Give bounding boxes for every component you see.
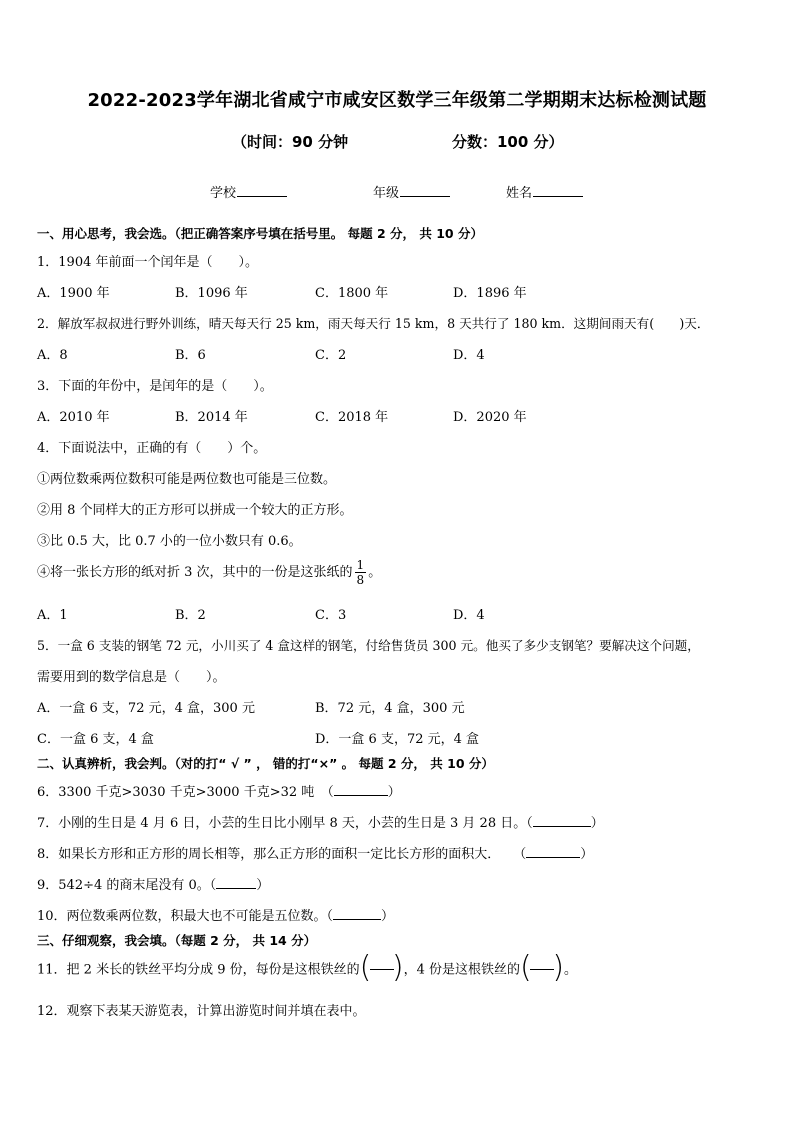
q11-text xyxy=(37,950,578,987)
grade-blank[interactable] xyxy=(400,184,450,197)
q4-statement-4 xyxy=(37,558,381,587)
q5-option-b[interactable]: B．72 元，4 盒，300 元 xyxy=(315,701,465,716)
q10-answer-blank[interactable] xyxy=(333,907,381,920)
right-paren-icon: ) xyxy=(552,950,565,985)
left-paren-icon: ( xyxy=(359,950,372,985)
q4-statement-4-end: 。 xyxy=(368,565,382,580)
q6-statement: 6．3300 千克>3030 千克>3000 千克>32 吨 （ xyxy=(37,785,334,800)
fraction-numerator: 1 xyxy=(356,558,365,572)
q7-answer-blank[interactable] xyxy=(533,814,591,827)
q3-text: 3．下面的年份中，是闰年的是（ ）。 xyxy=(37,379,273,394)
section2-heading: 二、认真辨析，我会判。（对的打“ √ ” ， 错的打“×” 。 每题 2 分， 共 10 分） xyxy=(37,756,494,771)
q12-text: 12．观察下表某天游览表，计算出游览时间并填在表中。 xyxy=(37,1004,366,1019)
fraction-denominator: 8 xyxy=(356,573,365,587)
q3-option-b[interactable]: B．2014 年 xyxy=(175,410,248,425)
score-info: 分数：100 分） xyxy=(452,133,564,151)
fraction-bar xyxy=(530,969,554,970)
q9-text xyxy=(37,874,269,893)
q3-option-c[interactable]: C．2018 年 xyxy=(315,410,389,425)
school-label: 学校 xyxy=(210,186,237,201)
time-info: （时间：90 分钟 xyxy=(232,133,349,151)
q5-option-c[interactable]: C．一盒 6 支，4 盒 xyxy=(37,732,154,747)
q2-option-b[interactable]: B．6 xyxy=(175,348,206,363)
q8-text xyxy=(37,843,593,862)
q6-text xyxy=(37,781,401,800)
q1-option-b[interactable]: B．1096 年 xyxy=(175,286,248,301)
q7-close-paren: ） xyxy=(590,816,604,831)
q1-option-d[interactable]: D．1896 年 xyxy=(453,286,527,301)
q7-text xyxy=(37,812,604,831)
q4-statement-2: ②用 8 个同样大的正方形可以拼成一个较大的正方形。 xyxy=(37,503,353,518)
q1-text: 1．1904 年前面一个闰年是（ ）。 xyxy=(37,255,258,270)
q10-close-paren: ） xyxy=(381,909,395,924)
q4-option-d[interactable]: D．4 xyxy=(453,608,485,623)
right-paren-icon: ) xyxy=(391,950,404,985)
q1-option-c[interactable]: C．1800 年 xyxy=(315,286,389,301)
q8-statement: 8．如果长方形和正方形的周长相等，那么正方形的面积一定比长方形的面积大． （ xyxy=(37,847,527,862)
q11-fraction-blank-1[interactable] xyxy=(359,950,404,987)
q8-close-paren: ） xyxy=(580,847,594,862)
name-label: 姓名 xyxy=(506,186,533,201)
q5-option-a[interactable]: A．一盒 6 支，72 元，4 盒，300 元 xyxy=(37,701,255,716)
q4-option-c[interactable]: C．3 xyxy=(315,608,347,623)
q3-option-d[interactable]: D．2020 年 xyxy=(453,410,527,425)
q8-answer-blank[interactable] xyxy=(526,845,580,858)
q1-option-a[interactable]: A．1900 年 xyxy=(37,286,110,301)
q11-part1: 11．把 2 米长的铁丝平均分成 9 份，每份是这根铁丝的 xyxy=(37,962,360,978)
q6-close-paren: ） xyxy=(387,785,401,800)
q5-option-d[interactable]: D．一盒 6 支，72 元，4 盒 xyxy=(315,732,480,747)
school-field xyxy=(210,182,287,201)
q4-option-b[interactable]: B．2 xyxy=(175,608,206,623)
name-field xyxy=(506,182,583,201)
q4-option-a[interactable]: A．1 xyxy=(37,608,68,623)
q4-statement-3: ③比 0.5 大，比 0.7 小的一位小数只有 0.6。 xyxy=(37,534,302,549)
q2-option-c[interactable]: C．2 xyxy=(315,348,347,363)
q11-part3: 。 xyxy=(564,962,578,978)
q9-close-paren: ） xyxy=(256,878,270,893)
grade-label: 年级 xyxy=(373,186,400,201)
q5-text-line1: 5．一盒 6 支装的钢笔 72 元，小川买了 4 盒这样的钢笔，付给售货员 300 元。他买了多少支钢笔？要解决这个问题， xyxy=(37,638,700,653)
section3-heading: 三、仔细观察，我会填。（每题 2 分， 共 14 分） xyxy=(37,933,317,948)
q10-text xyxy=(37,905,394,924)
school-blank[interactable] xyxy=(237,184,287,197)
q4-statement-1: ①两位数乘两位数积可能是两位数也可能是三位数。 xyxy=(37,472,337,487)
q3-option-a[interactable]: A．2010 年 xyxy=(37,410,110,425)
q2-option-a[interactable]: A．8 xyxy=(37,348,68,363)
name-blank[interactable] xyxy=(533,184,583,197)
q9-answer-blank[interactable] xyxy=(216,876,256,889)
left-paren-icon: ( xyxy=(520,950,532,985)
q5-text-line2: 需要用到的数学信息是（ ）。 xyxy=(37,670,226,685)
q9-statement: 9．542÷4 的商末尾没有 0。（ xyxy=(37,878,217,893)
q4-statement-4-text: ④将一张长方形的纸对折 3 次，其中的一份是这张纸的 xyxy=(37,565,353,580)
section1-heading: 一、用心思考，我会选。（把正确答案序号填在括号里。 每题 2 分， 共 10 分） xyxy=(37,226,483,241)
q7-statement: 7．小刚的生日是 4 月 6 日，小芸的生日比小刚早 8 天，小芸的生日是 3 月 28 日。（ xyxy=(37,816,533,831)
fraction-one-eighth xyxy=(355,558,367,587)
q4-text: 4．下面说法中，正确的有（ ）个。 xyxy=(37,441,267,456)
page-title: 2022-2023学年湖北省咸宁市咸安区数学三年级第二学期期末达标检测试题 xyxy=(87,90,707,111)
q10-statement: 10．两位数乘两位数，积最大也不可能是五位数。（ xyxy=(37,909,334,924)
q11-fraction-blank-2[interactable] xyxy=(520,950,565,987)
q6-answer-blank[interactable] xyxy=(334,783,388,796)
q11-part2: ，4 份是这根铁丝的 xyxy=(403,962,521,978)
fraction-bar xyxy=(370,969,394,970)
q2-option-d[interactable]: D．4 xyxy=(453,348,485,363)
grade-field xyxy=(373,182,450,201)
q2-text: 2．解放军叔叔进行野外训练，晴天每天行 25 km，雨天每天行 15 km，8 天共行了 180 km．这期间雨天有( )天． xyxy=(37,316,710,331)
